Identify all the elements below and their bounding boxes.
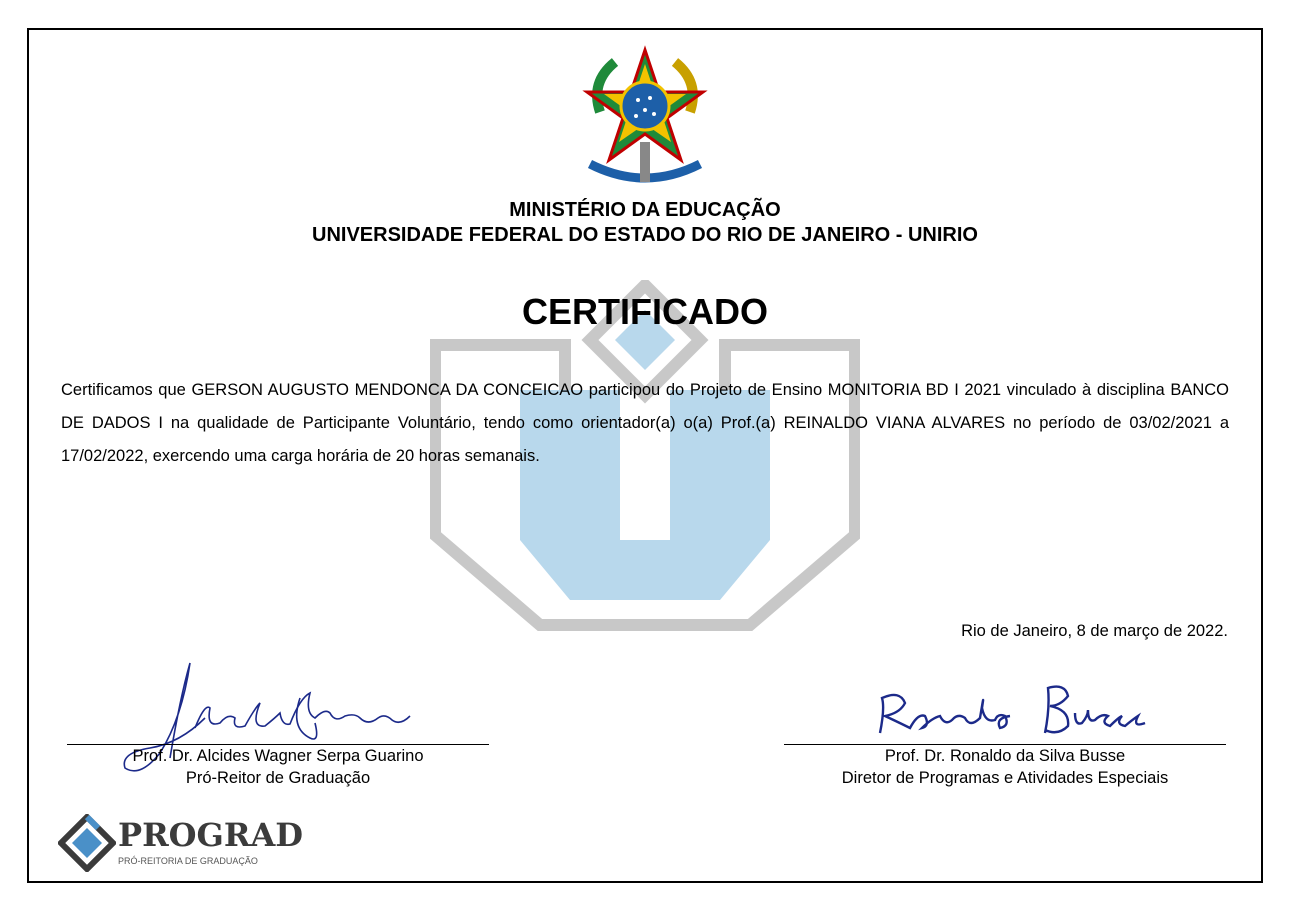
prograd-diamond-icon	[58, 814, 116, 872]
prograd-logo	[58, 812, 304, 874]
signer-name-right: Prof. Dr. Ronaldo da Silva Busse	[884, 747, 1126, 765]
place-and-date: Rio de Janeiro, 8 de março de 2022.	[961, 622, 1228, 640]
signature-right	[870, 678, 1150, 748]
ministry-heading: MINISTÉRIO DA EDUCAÇÃO	[509, 199, 781, 221]
signer-role-left: Pró-Reitor de Graduação	[185, 769, 371, 787]
prograd-logo-subtitle: PRÓ-REITORIA DE GRADUAÇÃO	[118, 856, 258, 866]
signer-name-left: Prof. Dr. Alcides Wagner Serpa Guarino	[132, 747, 424, 765]
signer-role-right: Diretor de Programas e Atividades Especiais	[841, 769, 1169, 787]
university-heading: UNIVERSIDADE FEDERAL DO ESTADO DO RIO DE JANEIRO - UNIRIO	[312, 224, 978, 246]
brazil-coat-of-arms-icon	[570, 42, 720, 192]
certificate-title: CERTIFICADO	[522, 291, 768, 332]
signature-block-left	[67, 744, 489, 789]
signature-block-right	[784, 744, 1226, 789]
prograd-logo-text: PROGRAD	[118, 816, 304, 854]
certificate-body: Certificamos que GERSON AUGUSTO MENDONCA DA CONCEICAO participou do Projeto de Ensino MONITORIA BD I 2021 vinculado à disciplina BANCO DE DADOS I na qualidade de Participante Voluntário, tendo como orientador(a) o(a) Prof.(a) REINALDO VIANA ALVARES no período de 03/02/2021 a 17/02/2022, exercendo uma carga horária de 20 horas semanais.	[61, 381, 1229, 465]
